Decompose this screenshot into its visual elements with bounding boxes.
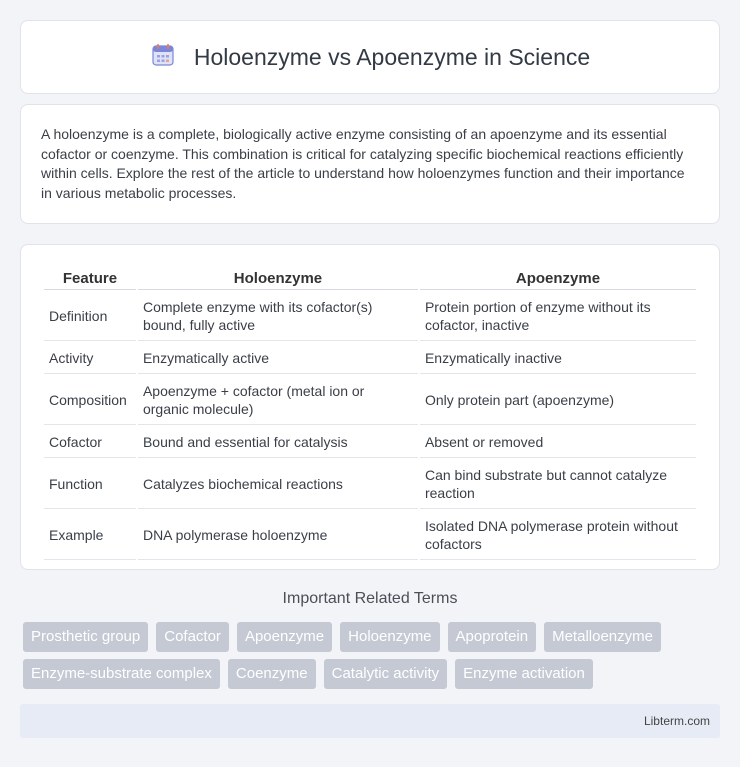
intro-text: A holoenzyme is a complete, biologically active enzyme consisting of an apoenzyme and its essential cofactor or coenzyme. This combination is critical for catalyzing specific biochemical reactions efficiently within cells. Explore the rest of the article to understand how holoenzymes function and their importance in various metabolic processes. <box>41 126 685 201</box>
table-row <box>44 343 696 374</box>
row-feature: Activity <box>44 343 136 374</box>
column-header-holoenzyme: Holoenzyme <box>138 267 418 290</box>
table-row <box>44 460 696 509</box>
header-card <box>20 20 720 94</box>
row-holoenzyme: Apoenzyme + cofactor (metal ion or organic molecule) <box>138 376 418 425</box>
related-term-tag[interactable]: Apoenzyme <box>237 622 332 652</box>
related-term-tag[interactable]: Holoenzyme <box>340 622 439 652</box>
related-term-tag[interactable]: Coenzyme <box>228 659 316 689</box>
intro-card <box>20 104 720 224</box>
table-row <box>44 292 696 341</box>
row-apoenzyme: Absent or removed <box>420 427 696 458</box>
related-term-tag[interactable]: Prosthetic group <box>23 622 148 652</box>
related-terms-list <box>23 622 723 689</box>
row-apoenzyme: Isolated DNA polymerase protein without cofactors <box>420 511 696 560</box>
related-term-tag[interactable]: Catalytic activity <box>324 659 448 689</box>
row-apoenzyme: Only protein part (apoenzyme) <box>420 376 696 425</box>
table-row <box>44 511 696 560</box>
related-term-tag[interactable]: Apoprotein <box>448 622 537 652</box>
comparison-table <box>42 265 698 562</box>
table-header-row <box>44 267 696 290</box>
row-holoenzyme: DNA polymerase holoenzyme <box>138 511 418 560</box>
related-term-tag[interactable]: Enzyme activation <box>455 659 593 689</box>
row-holoenzyme: Complete enzyme with its cofactor(s) bound, fully active <box>138 292 418 341</box>
related-terms-title: Important Related Terms <box>282 590 458 607</box>
related-term-tag[interactable]: Cofactor <box>156 622 229 652</box>
row-apoenzyme: Can bind substrate but cannot catalyze reaction <box>420 460 696 509</box>
row-feature: Cofactor <box>44 427 136 458</box>
row-feature: Example <box>44 511 136 560</box>
related-term-tag[interactable]: Enzyme-substrate complex <box>23 659 220 689</box>
row-feature: Composition <box>44 376 136 425</box>
row-holoenzyme: Bound and essential for catalysis <box>138 427 418 458</box>
page-title: Holoenzyme vs Apoenzyme in Science <box>193 43 591 70</box>
row-feature: Definition <box>44 292 136 341</box>
row-apoenzyme: Protein portion of enzyme without its cofactor, inactive <box>420 292 696 341</box>
column-header-apoenzyme: Apoenzyme <box>420 267 696 290</box>
column-header-feature: Feature <box>44 267 136 290</box>
row-holoenzyme: Enzymatically active <box>138 343 418 374</box>
table-row <box>44 376 696 425</box>
footer <box>20 704 720 738</box>
related-term-tag[interactable]: Metalloenzyme <box>544 622 661 652</box>
table-row <box>44 427 696 458</box>
row-feature: Function <box>44 460 136 509</box>
calendar-icon <box>150 42 176 73</box>
footer-site-link[interactable]: Libterm.com <box>643 714 710 728</box>
row-holoenzyme: Catalyzes biochemical reactions <box>138 460 418 509</box>
row-apoenzyme: Enzymatically inactive <box>420 343 696 374</box>
comparison-card <box>20 244 720 570</box>
